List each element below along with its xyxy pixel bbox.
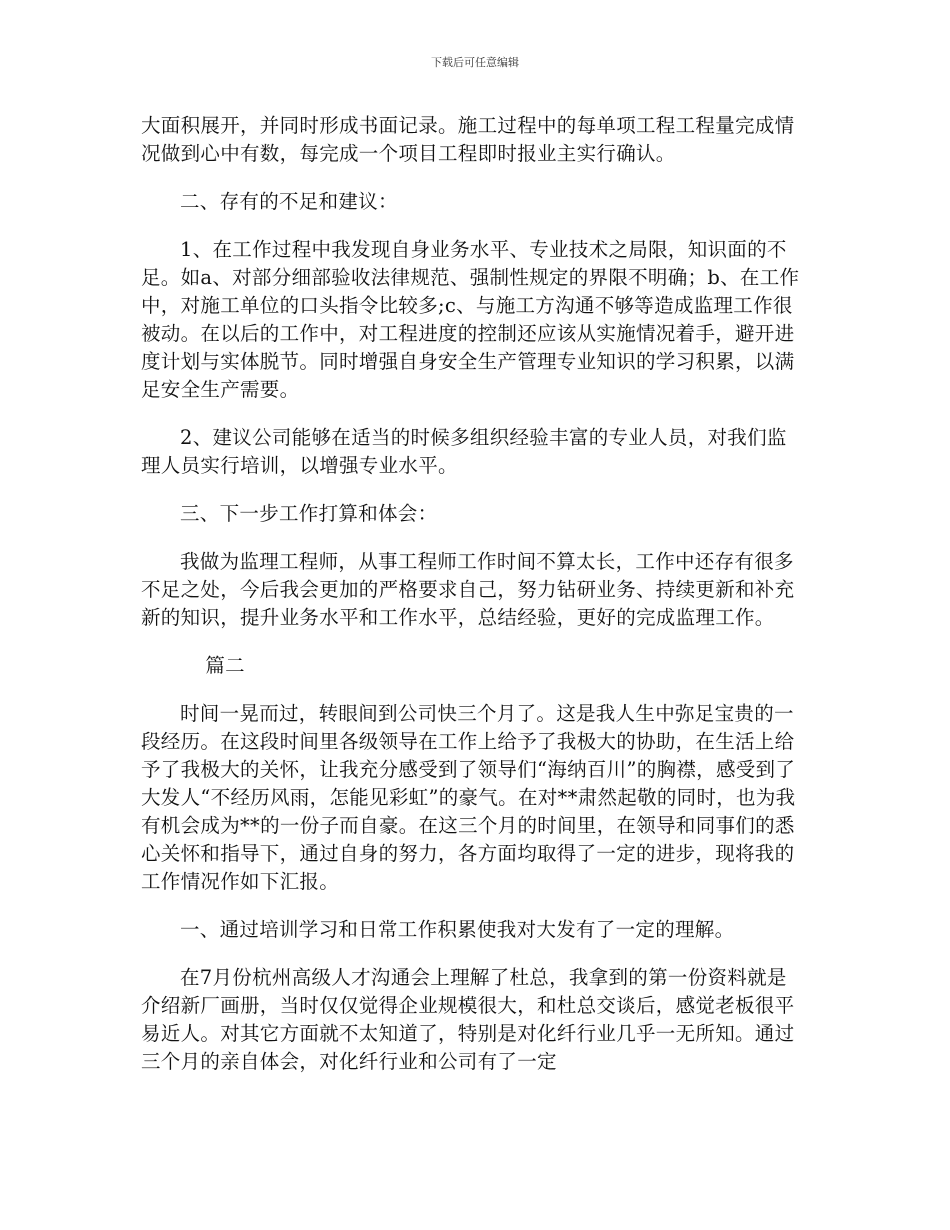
page-header: 下载后可任意编辑 <box>431 56 519 69</box>
paragraph-continuation: 大面积展开，并同时形成书面记录。施工过程中的每单项工程工程量完成情况做到心中有数，每完成一个项目工程即时报业主实行确认。 <box>141 114 795 165</box>
paragraph-next-steps: 我做为监理工程师，从事工程师工作时间不算太长，工作中还存有很多不足之处，今后我会更加的严格要求自己，努力钻研业务、持续更新和补充新的知识，提升业务水平和工作水平，总结经验，更好的完成监理工作。 <box>141 550 795 629</box>
section-heading-shortcomings: 二、存有的不足和建议： <box>180 190 398 213</box>
document-body <box>141 112 801 1096</box>
paragraph-july: 在7月份杭州高级人才沟通会上理解了杜总，我拿到的第一份资料就是介绍新厂画册，当时仅仅觉得企业规模很大，和杜总交谈后，感觉老板很平易近人。对其它方面就不太知道了，特别是对化纤行业几乎一无所知。通过三个月的亲自体会，对化纤行业和公司有了一定 <box>141 966 795 1073</box>
paragraph-intro: 时间一晃而过，转眼间到公司快三个月了。这是我人生中弥足宝贵的一段经历。在这段时间里各级领导在工作上给予了我极大的协助，在生活上给予了我极大的关怀，让我充分感受到了领导们“海纳百川”的胸襟，感受到了大发人“不经历风雨，怎能见彩虹”的豪气。在对**肃然起敬的同时，也为我有机会成为**的一份子而自豪。在这三个月的时间里，在领导和同事们的悉心关怀和指导下，通过自身的努力，各方面均取得了一定的进步，现将我的工作情况作如下汇报。 <box>141 702 796 893</box>
section-heading-next-steps: 三、下一步工作打算和体会： <box>180 502 438 525</box>
paragraph-shortcoming-1: 1、在工作过程中我发现自身业务水平、专业技术之局限，知识面的不足。如a、对部分细部验收法律规范、强制性规定的界限不明确；b、在工作中，对施工单位的口头指令比较多;c、与施工方沟通不够等造成监理工作很被动。在以后的工作中，对工程进度的控制还应该从实施情况着手，避开进度计划与实体脱节。同时增强自身安全生产管理专业知识的学习积累，以满足安全生产需要。 <box>141 238 800 401</box>
section-heading-understanding: 一、通过培训学习和日常工作积累使我对大发有了一定的理解。 <box>180 918 735 941</box>
paragraph-suggestion-2: 2、建议公司能够在适当的时候多组织经验丰富的专业人员，对我们监理人员实行培训，以增强专业水平。 <box>141 426 787 477</box>
part-heading-pian-er: 篇二 <box>205 654 245 677</box>
